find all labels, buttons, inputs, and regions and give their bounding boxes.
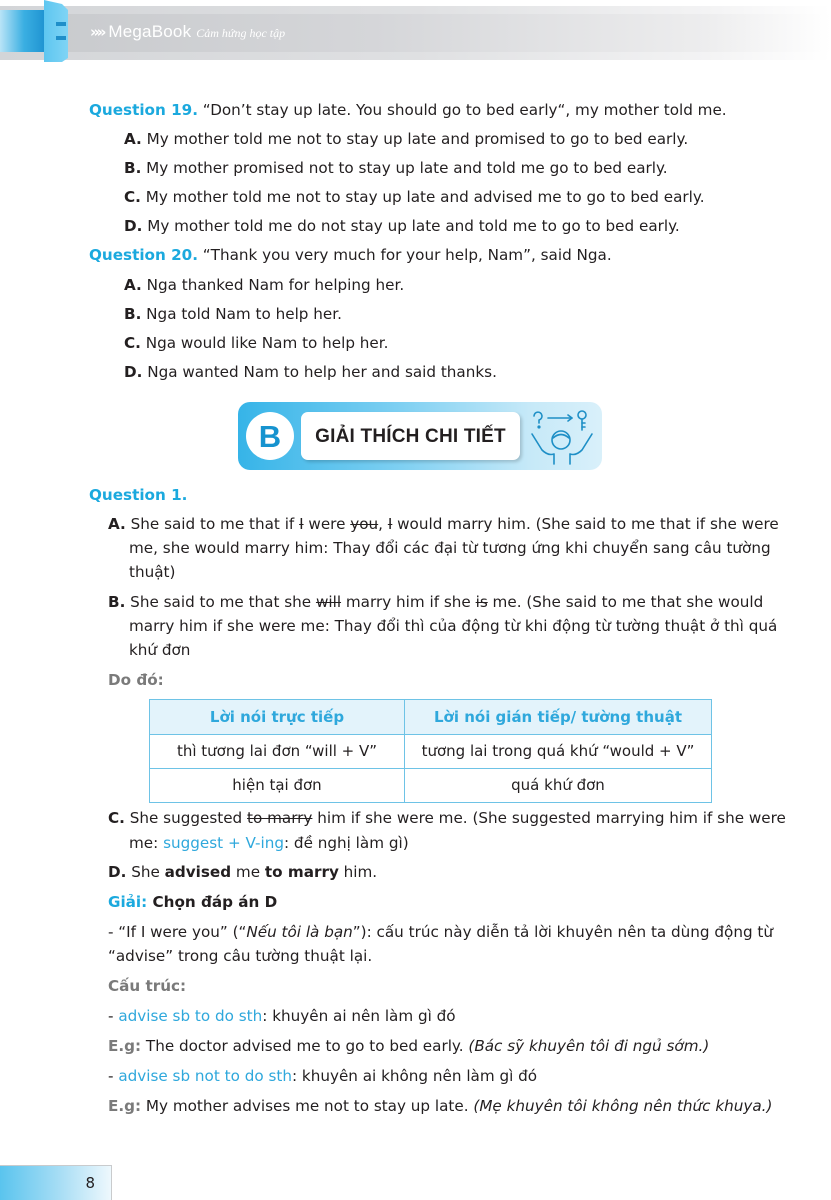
question-to-key-person-icon	[526, 406, 598, 466]
struck-word: I	[299, 515, 304, 533]
question-19	[89, 96, 727, 125]
option-text: My mother told me not to stay up late and advised me to go to bed early.	[140, 188, 705, 206]
option-b	[124, 154, 668, 183]
question-prompt: “Thank you very much for your help, Nam”, said Nga.	[197, 246, 612, 264]
table-header-row	[150, 700, 712, 735]
table-header-cell: Lời nói trực tiếp	[150, 700, 405, 735]
text: me. (She said to me that she would	[487, 593, 764, 611]
option-b	[124, 300, 342, 329]
question-20	[89, 241, 612, 270]
example-line	[108, 1092, 772, 1121]
explanation-c-line2	[129, 829, 409, 858]
option-text: Nga told Nam to help her.	[141, 305, 342, 323]
text: She suggested	[124, 809, 248, 827]
option-c	[124, 183, 705, 212]
option-letter: A.	[124, 276, 142, 294]
question-prompt: “Don’t stay up late. You should go to bed early“, my mother told me.	[197, 101, 727, 119]
option-text: Nga wanted Nam to help her and said thanks.	[142, 363, 497, 381]
italic-text: Nếu tôi là bạn	[246, 923, 353, 941]
brand-name: MegaBook	[108, 22, 192, 41]
text: : đề nghị làm gì)	[283, 834, 409, 852]
question-label: Question 19.	[89, 101, 198, 119]
question-label: Question 20.	[89, 246, 198, 264]
option-text: My mother told me not to stay up late and promised to go to bed early.	[141, 130, 689, 148]
text: She said to me that she	[125, 593, 316, 611]
page-number-tab	[0, 1165, 112, 1200]
grammar-pattern: advise sb not to do sth	[118, 1067, 292, 1085]
answer-line	[108, 888, 277, 917]
option-letter: C.	[124, 334, 141, 352]
option-d	[124, 212, 680, 241]
text: me	[231, 863, 265, 881]
structure-item	[108, 1002, 456, 1031]
example-text: My mother advises me not to stay up late.	[141, 1097, 474, 1115]
example-label: E.g:	[108, 1037, 142, 1055]
option-letter: B.	[108, 593, 126, 611]
section-badge	[246, 412, 294, 460]
answer-text: Chọn đáp án D	[147, 893, 278, 911]
explanation-a-line3: thuật)	[129, 563, 176, 581]
option-letter: C.	[108, 809, 125, 827]
logo-mark: »»	[90, 23, 104, 41]
table-cell: tương lai trong quá khứ “would + V”	[405, 735, 712, 769]
option-letter: D.	[124, 217, 143, 235]
option-a	[124, 271, 404, 300]
explanation-d-line	[108, 858, 377, 887]
option-c	[124, 329, 388, 358]
explanation-b-line2: marry him if she were me: Thay đổi thì của động từ khi động từ tường thuật ở thì quá	[129, 617, 778, 635]
option-text: Nga thanked Nam for helping her.	[141, 276, 405, 294]
note-line2: “advise” trong câu tường thuật lại.	[108, 947, 373, 965]
text: marry him if she	[341, 593, 476, 611]
structure-item	[108, 1062, 537, 1091]
option-a	[124, 125, 688, 154]
text: me:	[129, 834, 164, 852]
text: She said to me that if	[125, 515, 300, 533]
bold-word: to marry	[264, 863, 339, 881]
table-row	[150, 769, 712, 803]
option-letter: C.	[124, 188, 141, 206]
option-d	[124, 358, 497, 387]
struck-word: to marry	[247, 809, 313, 827]
table-row	[150, 735, 712, 769]
struck-word: I	[387, 515, 393, 533]
explanation-b-line3: khứ đơn	[129, 641, 191, 659]
explanation-banner	[238, 402, 602, 470]
example-label: E.g:	[108, 1097, 142, 1115]
text: him.	[338, 863, 378, 881]
tense-table	[149, 699, 712, 803]
book-spine-icon	[0, 0, 68, 62]
table-header-cell: Lời nói gián tiếp/ tường thuật	[405, 700, 712, 735]
text: ”): cấu trúc này diễn tả lời khuyên nên ta dùng động từ	[352, 923, 773, 941]
option-letter: D.	[108, 863, 127, 881]
struck-word: will	[315, 593, 342, 611]
option-text: Nga would like Nam to help her.	[140, 334, 389, 352]
option-letter: B.	[124, 305, 142, 323]
option-text: My mother told me do not stay up late and told me to go to bed early.	[142, 217, 680, 235]
text: ,	[378, 515, 388, 533]
table-cell: hiện tại đơn	[150, 769, 405, 803]
banner-title: GIẢI THÍCH CHI TIẾT	[315, 425, 506, 447]
table-cell: thì tương lai đơn “will + V”	[150, 735, 405, 769]
explanation-a-line2: me, she would marry him: Thay đổi các đại từ tương ứng khi chuyển sang câu tường	[129, 539, 771, 557]
do-do-label: Do đó:	[108, 671, 164, 689]
meaning: : khuyên ai nên làm gì đó	[262, 1007, 456, 1025]
banner-title-box	[301, 412, 520, 460]
struck-word: is	[475, 593, 488, 611]
dash: -	[108, 1007, 119, 1025]
bold-word: advised	[164, 863, 232, 881]
example-translation: (Bác sỹ khuyên tôi đi ngủ sớm.)	[468, 1037, 710, 1055]
megabook-logo	[90, 22, 285, 42]
text: would marry him. (She said to me that if she were	[392, 515, 779, 533]
example-translation: (Mẹ khuyên tôi không nên thức khuya.)	[473, 1097, 773, 1115]
text: - “If I were you” (“	[108, 923, 247, 941]
text: were	[303, 515, 351, 533]
option-letter: A.	[124, 130, 142, 148]
meaning: : khuyên ai không nên làm gì đó	[291, 1067, 538, 1085]
table-cell: quá khứ đơn	[405, 769, 712, 803]
grammar-pattern: advise sb to do sth	[118, 1007, 263, 1025]
explanation-heading: Question 1.	[89, 486, 188, 504]
option-letter: D.	[124, 363, 143, 381]
text: him if she were me. (She suggested marrying him if she were	[312, 809, 786, 827]
example-line	[108, 1032, 709, 1061]
option-letter: B.	[124, 159, 142, 177]
section-badge-letter: B	[258, 418, 282, 454]
page-number: 8	[85, 1174, 95, 1192]
grammar-pattern: suggest + V-ing	[163, 834, 284, 852]
struck-word: you	[350, 515, 379, 533]
answer-label: Giải:	[108, 893, 148, 911]
example-text: The doctor advised me to go to bed early.	[141, 1037, 469, 1055]
structure-label: Cấu trúc:	[108, 977, 187, 995]
option-letter: A.	[108, 515, 126, 533]
dash: -	[108, 1067, 119, 1085]
option-text: My mother promised not to stay up late and told me go to bed early.	[141, 159, 668, 177]
text: She	[126, 863, 165, 881]
brand-tagline: Cảm hứng học tập	[196, 26, 286, 40]
